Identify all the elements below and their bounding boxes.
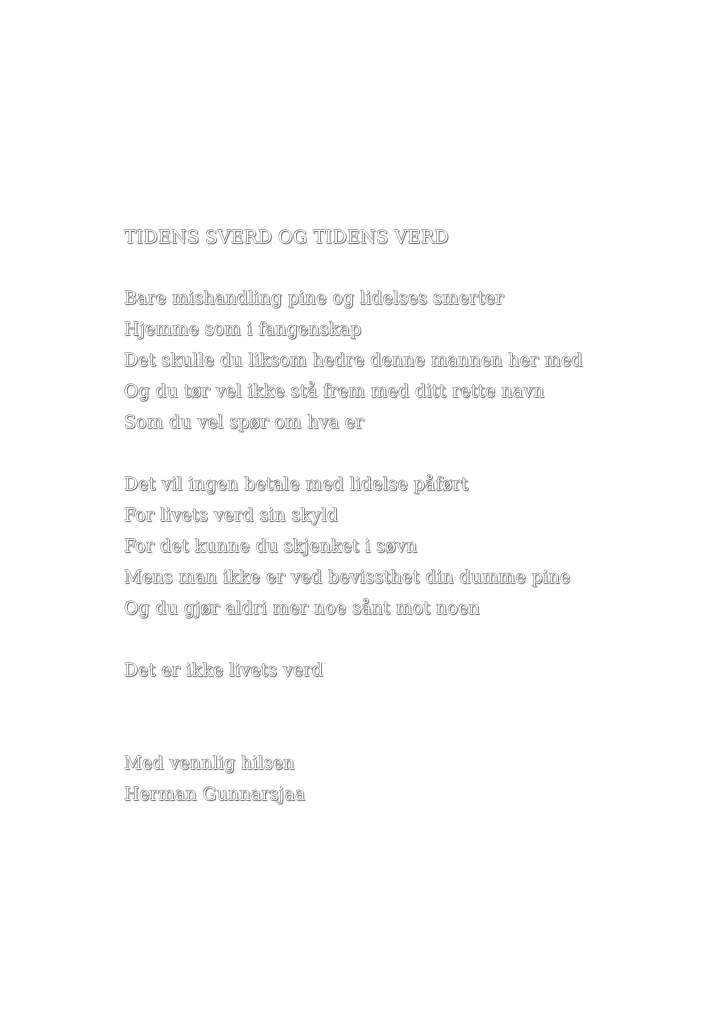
spacer xyxy=(124,439,684,470)
spacer xyxy=(124,253,684,284)
poem-line: For det kunne du skjenket i søvn xyxy=(124,537,418,557)
poem-line: Det skulle du liksom hedre denne mannen her med xyxy=(124,351,583,371)
poem-body xyxy=(124,222,684,811)
poem-line: Bare mishandling pine og lidelses smerter xyxy=(124,289,504,309)
signature-name: Herman Gunnarsjaa xyxy=(124,785,306,805)
spacer xyxy=(124,625,684,656)
poem-line: Hjemme som i fangenskap xyxy=(124,320,362,340)
poem-line: Mens man ikke er ved bevissthet din dumme pine xyxy=(124,568,571,588)
closing-text: Med vennlig hilsen xyxy=(124,754,295,774)
poem-line: Det vil ingen betale med lidelse påført xyxy=(124,475,469,495)
stanza-2 xyxy=(124,470,684,625)
spacer xyxy=(124,687,684,749)
poem-line: For livets verd sin skyld xyxy=(124,506,339,526)
poem-title: TIDENS SVERD OG TIDENS VERD xyxy=(124,227,449,248)
poem-line: Det er ikke livets verd xyxy=(124,661,324,681)
poem-line: Og du tør vel ikke stå frem med ditt rette navn xyxy=(124,382,545,402)
signature-block xyxy=(124,749,684,811)
poem-line: Som du vel spør om hva er xyxy=(124,413,364,433)
stanza-1 xyxy=(124,284,684,439)
poem-line: Og du gjør aldri mer noe sånt mot noen xyxy=(124,599,480,619)
stanza-3 xyxy=(124,656,684,687)
